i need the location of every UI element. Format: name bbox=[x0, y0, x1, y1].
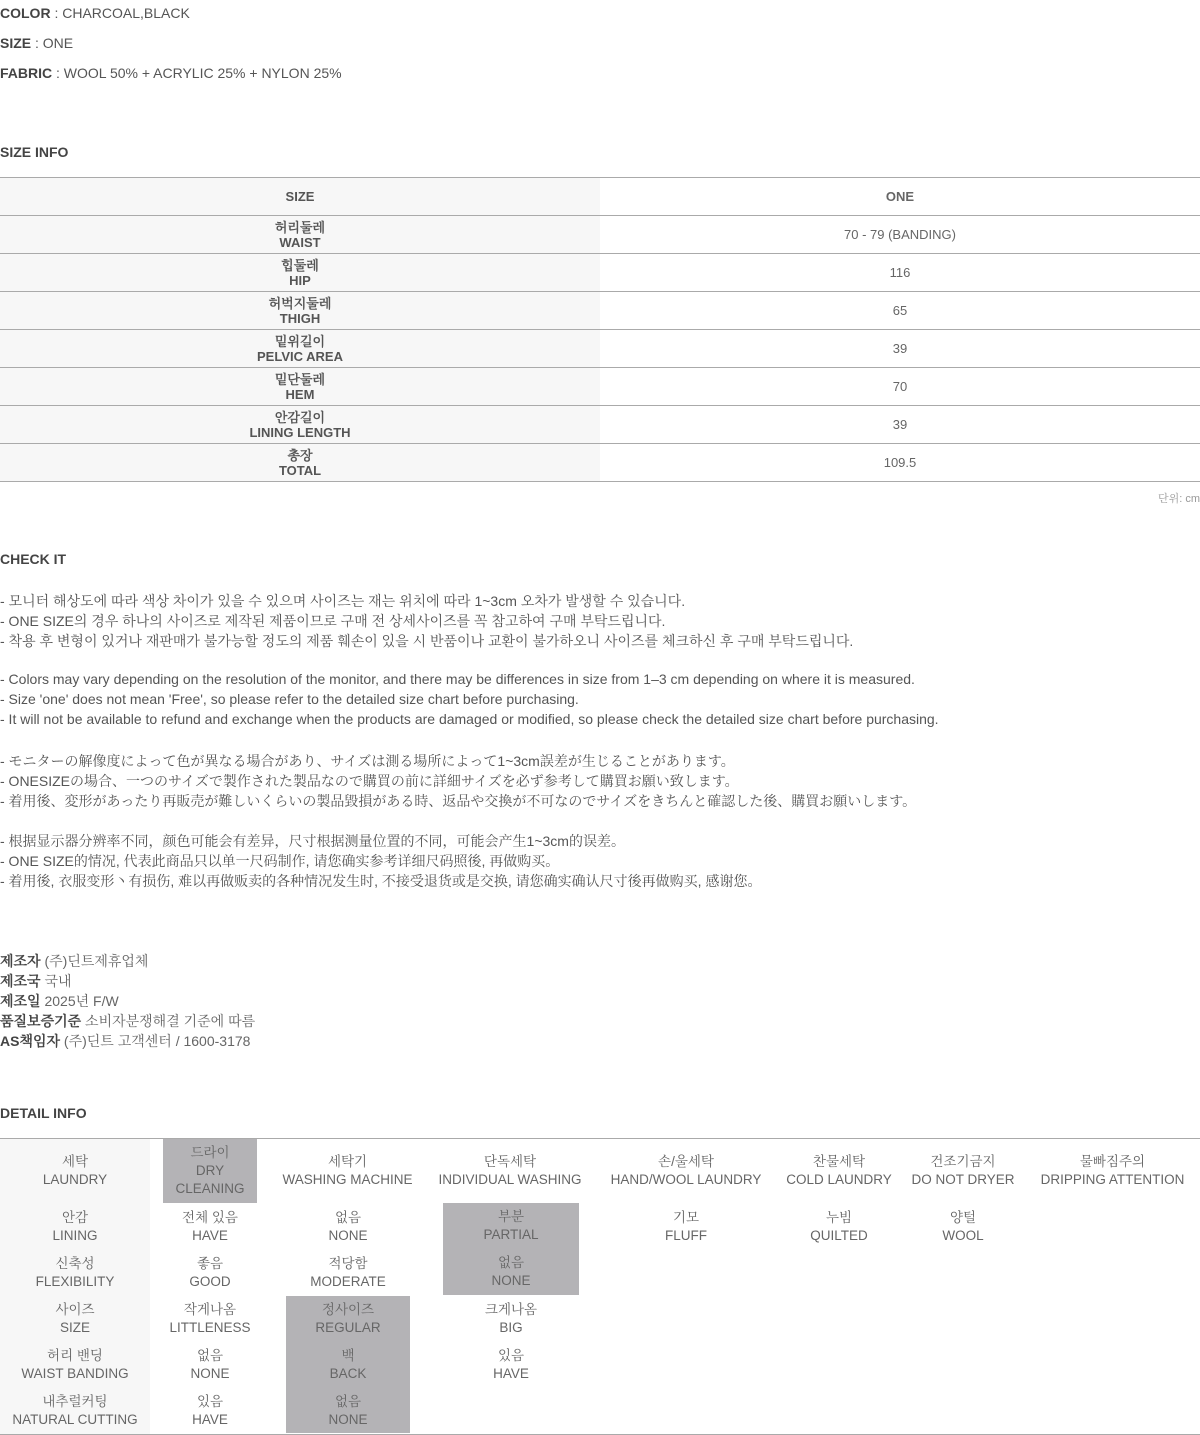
spec-size bbox=[0, 35, 73, 51]
option-ko: 작게나옴 bbox=[183, 1302, 237, 1317]
unit-note: 단위: cm bbox=[1157, 493, 1200, 505]
option-ko: 세탁기 bbox=[327, 1154, 368, 1169]
detail-option-dripping bbox=[1030, 1139, 1195, 1203]
option-en: CLEANING bbox=[175, 1181, 245, 1196]
detail-option-partial bbox=[443, 1203, 579, 1249]
option-en: NONE bbox=[190, 1366, 230, 1381]
spec-size-value: : ONE bbox=[35, 35, 74, 51]
detail-option-littleness bbox=[150, 1296, 270, 1342]
detail-option-have bbox=[443, 1342, 579, 1388]
size-header-label: SIZE bbox=[0, 178, 600, 215]
measure-label bbox=[0, 254, 600, 291]
detail-option-good bbox=[150, 1250, 270, 1296]
check-line: - 着用後、変形があったり再販売が難しいくらいの製品毀損がある時、返品や交換が不可なのでサイズをきちんと確認した後、購買お願いします。 bbox=[0, 793, 917, 809]
measure-value: 65 bbox=[892, 303, 908, 318]
measure-label bbox=[0, 406, 600, 443]
measure-label bbox=[0, 330, 600, 367]
measure-value: 39 bbox=[892, 341, 908, 356]
mfg-label: 제조국 bbox=[0, 973, 41, 989]
check-line: - 根据显示器分辨率不同，颜色可能会有差异，尺寸根据测量位置的不同，可能会产生1~3cm的误差。 bbox=[0, 833, 625, 849]
option-en: BIG bbox=[499, 1320, 523, 1335]
detail-option-none bbox=[150, 1342, 270, 1388]
option-en: WASHING MACHINE bbox=[282, 1172, 413, 1187]
detail-label-en: LAUNDRY bbox=[42, 1172, 108, 1187]
mfg-label: 제조일 bbox=[0, 993, 41, 1009]
option-en: WOOL bbox=[942, 1227, 984, 1243]
measure-en: LINING LENGTH bbox=[249, 424, 351, 440]
option-en: DO NOT DRYER bbox=[911, 1172, 1015, 1187]
spec-size-label: SIZE bbox=[0, 35, 32, 51]
measure-ko: 안감길이 bbox=[274, 409, 326, 425]
measure-ko: 밑단둘레 bbox=[274, 371, 326, 387]
option-ko: 좋음 bbox=[196, 1256, 224, 1271]
option-en: NONE bbox=[328, 1227, 368, 1243]
detail-option-none bbox=[286, 1203, 410, 1250]
measure-ko: 허리둘레 bbox=[274, 219, 326, 235]
table-row bbox=[0, 330, 1200, 368]
detail-label-flexibility bbox=[0, 1250, 150, 1296]
detail-label-ko: 사이즈 bbox=[55, 1302, 95, 1317]
mfg-country bbox=[0, 971, 72, 991]
detail-option-have bbox=[150, 1388, 270, 1434]
spec-fabric bbox=[0, 65, 342, 81]
detail-label-en: WAIST BANDING bbox=[21, 1366, 129, 1381]
detail-label-ko: 내추럴커팅 bbox=[42, 1394, 108, 1409]
option-en: NONE bbox=[328, 1411, 368, 1427]
check-it-title: CHECK IT bbox=[0, 551, 67, 567]
option-ko: 없음 bbox=[196, 1348, 224, 1363]
check-line: - 着用後, 衣服变形丶有损伤, 难以再做贩卖的各种情况发生时, 不接受退货或是交换, 请您确实确认尺寸後再做购买, 感谢您。 bbox=[0, 873, 762, 889]
detail-label-ko: 세탁 bbox=[61, 1154, 89, 1169]
option-ko: 찬물세탁 bbox=[812, 1154, 866, 1169]
spec-color-value: : CHARCOAL,BLACK bbox=[54, 5, 190, 21]
measure-en: TOTAL bbox=[278, 462, 322, 478]
option-en: FLUFF bbox=[665, 1227, 707, 1243]
option-ko: 있음 bbox=[196, 1394, 224, 1409]
check-line: - ONE SIZE的情况, 代表此商品只以单一尺码制作, 请您确实参考详细尺码照後, 再做购买。 bbox=[0, 853, 560, 869]
check-line: - ONE SIZE의 경우 하나의 사이즈로 제작된 제품이므로 구매 전 상세사이즈를 꼭 참고하여 구매 부탁드립니다. bbox=[0, 613, 666, 629]
option-ko: 드라이 bbox=[190, 1145, 230, 1160]
option-en: PARTIAL bbox=[483, 1227, 539, 1242]
check-line: - It will not be available to refund and exchange when the products are damaged or modified, so please check the detailed size chart before purchasing. bbox=[0, 711, 939, 727]
option-en: HAND/WOOL LAUNDRY bbox=[610, 1172, 762, 1187]
check-line: - Colors may vary depending on the resolution of the monitor, and there may be differences in size from 1–3 cm depending on where it is measured. bbox=[0, 671, 915, 687]
option-ko: 적당함 bbox=[328, 1256, 368, 1271]
detail-option-do-not-dryer bbox=[904, 1139, 1022, 1203]
check-line: - モニターの解像度によって色が異なる場合があり、サイズは測る場所によって1~3cm誤差が生じることがあります。 bbox=[0, 753, 735, 769]
measure-en: PELVIC AREA bbox=[257, 348, 343, 364]
detail-option-fluff bbox=[600, 1203, 772, 1250]
measure-value: 116 bbox=[889, 265, 911, 280]
option-ko: 양털 bbox=[949, 1209, 977, 1225]
mfg-value: (주)딘트제휴업체 bbox=[44, 953, 149, 969]
detail-option-wool bbox=[904, 1203, 1022, 1250]
option-en: COLD LAUNDRY bbox=[786, 1172, 892, 1187]
detail-grid bbox=[0, 1138, 1200, 1435]
detail-label-lining bbox=[0, 1203, 150, 1250]
option-ko: 물빠짐주의 bbox=[1079, 1154, 1146, 1169]
table-row bbox=[0, 292, 1200, 330]
option-ko: 건조기금지 bbox=[930, 1154, 996, 1169]
option-en: HAVE bbox=[192, 1412, 228, 1427]
option-ko: 있음 bbox=[497, 1348, 525, 1363]
measure-ko: 총장 bbox=[287, 447, 313, 463]
detail-label-natural-cutting bbox=[0, 1388, 150, 1434]
option-en: BACK bbox=[329, 1366, 367, 1381]
option-en: DRIPPING ATTENTION bbox=[1040, 1172, 1185, 1187]
detail-option-none bbox=[443, 1249, 579, 1295]
measure-label bbox=[0, 368, 600, 405]
measure-en: HEM bbox=[285, 386, 315, 402]
option-en: DRY bbox=[195, 1163, 225, 1178]
option-ko: 크게나옴 bbox=[484, 1302, 538, 1317]
option-en: QUILTED bbox=[810, 1227, 868, 1243]
measure-value: 70 bbox=[892, 379, 908, 394]
check-line: - 착용 후 변형이 있거나 재판매가 불가능할 정도의 제품 훼손이 있을 시 반품이나 교환이 불가하오니 사이즈를 체크하신 후 구매 부탁드립니다. bbox=[0, 633, 854, 649]
measure-label bbox=[0, 444, 600, 481]
detail-option-individual-washing bbox=[430, 1139, 590, 1203]
measure-value: 109.5 bbox=[883, 455, 917, 470]
detail-label-waist-banding bbox=[0, 1342, 150, 1388]
table-row bbox=[0, 254, 1200, 292]
detail-info-title: DETAIL INFO bbox=[0, 1105, 87, 1121]
spec-color-label: COLOR bbox=[0, 5, 51, 21]
mfg-value: (주)딘트 고객센터 / 1600-3178 bbox=[63, 1033, 251, 1049]
option-ko: 없음 bbox=[334, 1393, 362, 1409]
measure-en: THIGH bbox=[279, 310, 321, 326]
mfg-value: 소비자분쟁해결 기준에 따름 bbox=[85, 1013, 256, 1029]
option-en: HAVE bbox=[493, 1366, 529, 1381]
check-line: - ONESIZEの場合、一つのサイズで製作された製品なので購買の前に詳細サイズを必ず参考して購買お願い致します。 bbox=[0, 773, 739, 789]
detail-label-ko: 안감 bbox=[61, 1209, 89, 1225]
mfg-warranty bbox=[0, 1011, 255, 1031]
option-ko: 단독세탁 bbox=[483, 1154, 537, 1169]
size-info-title: SIZE INFO bbox=[0, 144, 69, 160]
mfg-value: 2025년 F/W bbox=[44, 993, 119, 1009]
check-line: - 모니터 해상도에 따라 색상 차이가 있을 수 있으며 사이즈는 재는 위치에 따라 1~3cm 오차가 발생할 수 있습니다. bbox=[0, 593, 686, 609]
option-ko: 손/울세탁 bbox=[658, 1154, 714, 1169]
measure-value: 70 - 79 (BANDING) bbox=[844, 227, 956, 242]
detail-option-hand-wool bbox=[600, 1139, 772, 1203]
table-row bbox=[0, 444, 1200, 482]
mfg-label: 품질보증기준 bbox=[0, 1013, 82, 1029]
measure-en: WAIST bbox=[279, 234, 321, 250]
detail-label-ko: 신축성 bbox=[55, 1256, 95, 1271]
option-en: NONE bbox=[491, 1273, 531, 1288]
detail-label-en: NATURAL CUTTING bbox=[12, 1412, 138, 1427]
measure-en: HIP bbox=[289, 272, 311, 288]
option-en: GOOD bbox=[189, 1274, 231, 1289]
option-ko: 정사이즈 bbox=[321, 1302, 375, 1317]
measure-label bbox=[0, 292, 600, 329]
option-ko: 없음 bbox=[497, 1255, 525, 1270]
detail-option-quilted bbox=[778, 1203, 900, 1250]
detail-option-regular bbox=[286, 1296, 410, 1342]
detail-option-moderate bbox=[286, 1250, 410, 1296]
detail-label-laundry bbox=[0, 1139, 150, 1203]
detail-label-en: FLEXIBILITY bbox=[35, 1274, 115, 1289]
spec-fabric-value: : WOOL 50% + ACRYLIC 25% + NYLON 25% bbox=[56, 65, 342, 81]
option-ko: 백 bbox=[341, 1348, 355, 1363]
measure-ko: 힙둘레 bbox=[281, 257, 319, 273]
measure-value: 39 bbox=[892, 417, 908, 432]
detail-option-none bbox=[286, 1388, 410, 1433]
mfg-maker bbox=[0, 951, 148, 971]
table-row bbox=[0, 368, 1200, 406]
option-en: LITTLENESS bbox=[169, 1320, 251, 1335]
mfg-as bbox=[0, 1031, 250, 1051]
option-en: MODERATE bbox=[310, 1274, 386, 1289]
size-table bbox=[0, 177, 1200, 482]
option-ko: 없음 bbox=[334, 1209, 362, 1225]
detail-option-big bbox=[443, 1296, 579, 1342]
option-ko: 부분 bbox=[497, 1209, 525, 1224]
mfg-label: 제조자 bbox=[0, 953, 41, 969]
mfg-label: AS책임자 bbox=[0, 1033, 61, 1049]
measure-ko: 밑위길이 bbox=[274, 333, 326, 349]
detail-label-size bbox=[0, 1296, 150, 1342]
detail-label-ko: 허리 밴딩 bbox=[47, 1348, 103, 1363]
detail-label-en: LINING bbox=[52, 1227, 98, 1243]
check-line: - Size 'one' does not mean 'Free', so please refer to the detailed size chart before purchasing. bbox=[0, 691, 579, 707]
measure-label bbox=[0, 216, 600, 253]
detail-option-have bbox=[150, 1203, 270, 1250]
detail-option-dry-cleaning bbox=[163, 1139, 257, 1203]
table-row bbox=[0, 406, 1200, 444]
option-ko: 누빔 bbox=[825, 1209, 853, 1225]
option-en: REGULAR bbox=[315, 1320, 381, 1335]
mfg-date bbox=[0, 991, 119, 1011]
detail-option-back bbox=[286, 1342, 410, 1388]
spec-fabric-label: FABRIC bbox=[0, 65, 53, 81]
size-table-header bbox=[0, 178, 1200, 216]
mfg-value: 국내 bbox=[44, 973, 72, 989]
option-ko: 기모 bbox=[672, 1209, 700, 1225]
option-en: HAVE bbox=[192, 1227, 228, 1243]
option-ko: 전체 있음 bbox=[182, 1209, 238, 1225]
spec-color bbox=[0, 5, 190, 21]
table-row bbox=[0, 216, 1200, 254]
option-en: INDIVIDUAL WASHING bbox=[438, 1172, 582, 1187]
measure-ko: 허벅지둘레 bbox=[268, 295, 332, 311]
detail-label-en: SIZE bbox=[59, 1320, 90, 1335]
detail-option-cold-laundry bbox=[778, 1139, 900, 1203]
detail-option-washing-machine bbox=[270, 1139, 425, 1203]
size-header-value: ONE bbox=[885, 189, 915, 204]
